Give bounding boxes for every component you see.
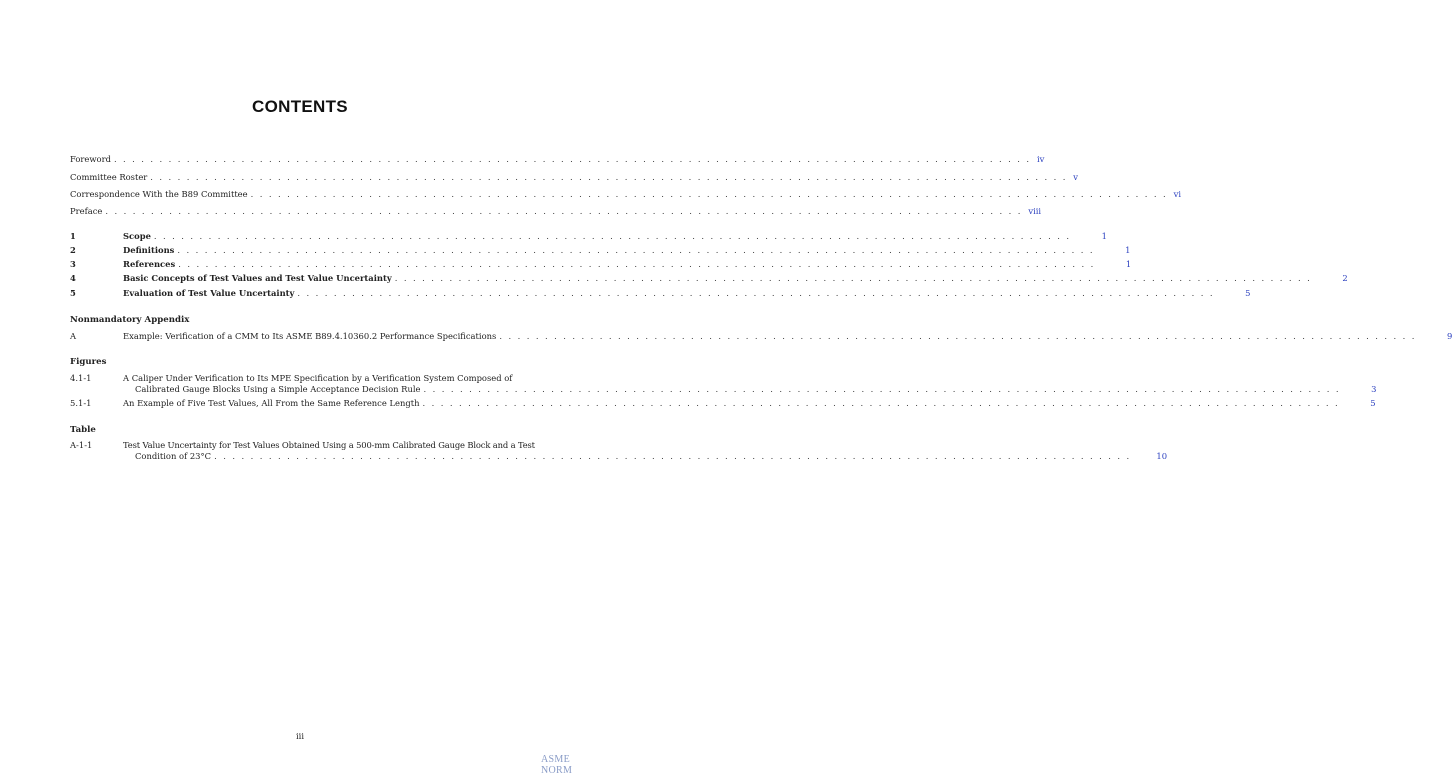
toc-page-link[interactable]: iv [1036,154,1045,164]
toc-entry-figure-4-1-1[interactable] [70,373,1377,395]
toc-entry-section-4[interactable] [70,273,1348,284]
leader-dots [114,154,1031,165]
toc-entry-section-2[interactable] [70,245,1131,256]
toc-page-link[interactable]: viii [1028,206,1042,216]
toc-entry-label[interactable]: An Example of Five Test Values, All From the Same Reference Length [123,398,420,408]
toc-entry-label[interactable]: Example: Verification of a CMM to Its ASME B89.4.10360.2 Performance Specifications [123,331,497,341]
toc-page-link[interactable]: vi [1173,189,1182,199]
toc-entry-figure-5-1-1[interactable] [70,398,1376,409]
section-number: 3 [70,259,76,269]
toc-entry-label[interactable]: Correspondence With the B89 Committee [70,189,248,199]
toc-entry-section-3[interactable] [70,259,1132,270]
page-title: CONTENTS [252,97,348,116]
leader-dots [154,231,1071,242]
toc-entry-section-5[interactable] [70,288,1251,299]
toc-entry-table-a-1-1[interactable] [70,440,1168,462]
toc-page-link[interactable]: 9 [1447,331,1452,341]
toc-entry-appendix-a[interactable] [70,331,1452,342]
toc-entry-preface[interactable] [70,206,1042,217]
tables-heading: Table [70,425,96,435]
watermark-logo: ASME NORM [541,754,573,776]
toc-page-link[interactable]: 10 [1156,451,1168,461]
toc-entry-label[interactable]: Scope [123,231,151,241]
toc-entry-label[interactable]: A Caliper Under Verification to Its MPE Specification by a Verification System Composed of [123,373,513,383]
leader-dots [178,259,1095,270]
toc-entry-label-continued[interactable]: Condition of 23°C [135,451,212,461]
toc-entry-foreword[interactable] [70,154,1045,165]
toc-page-link[interactable]: v [1073,172,1079,182]
toc-page-link[interactable]: 5 [1245,288,1251,298]
leader-dots [251,189,1168,200]
toc-entry-label[interactable]: Evaluation of Test Value Uncertainty [123,288,295,298]
figure-number: 4.1-1 [70,373,92,383]
section-number: 2 [70,245,76,255]
toc-entry-label-continued[interactable]: Calibrated Gauge Blocks Using a Simple Acceptance Decision Rule [135,384,421,394]
toc-entry-committee-roster[interactable] [70,172,1079,183]
leader-dots [214,451,1131,462]
toc-entry-label[interactable]: Committee Roster [70,172,148,182]
leader-dots [424,384,1341,395]
toc-entry-section-1[interactable] [70,231,1107,242]
toc-entry-label[interactable]: Foreword [70,154,111,164]
toc-page-link[interactable]: 1 [1125,245,1131,255]
page-number: iii [295,731,305,741]
toc-entry-label[interactable]: Preface [70,206,103,216]
toc-page-link[interactable]: 1 [1101,231,1107,241]
toc-page-link[interactable]: 2 [1342,273,1348,283]
toc-entry-label[interactable]: Test Value Uncertainty for Test Values Obtained Using a 500-mm Calibrated Gauge Block and a Test [123,440,535,450]
figures-heading: Figures [70,357,107,367]
toc-page-link[interactable]: 1 [1125,259,1132,269]
toc-entry-label[interactable]: Definitions [123,245,175,255]
section-number: 1 [70,231,76,241]
toc-entry-label[interactable]: References [123,259,176,269]
appendix-letter: A [70,331,77,341]
leader-dots [297,288,1214,299]
leader-dots [177,245,1094,256]
leader-dots [150,172,1067,183]
section-number: 4 [70,273,76,283]
leader-dots [105,206,1022,217]
leader-dots [423,398,1340,409]
toc-page-link[interactable]: 5 [1370,398,1376,408]
table-number: A-1-1 [70,440,93,450]
appendix-heading: Nonmandatory Appendix [70,315,190,325]
toc-page-link[interactable]: 3 [1371,384,1377,394]
leader-dots [395,273,1312,284]
leader-dots [499,331,1416,342]
section-number: 5 [70,288,76,298]
figure-number: 5.1-1 [70,398,92,408]
toc-entry-correspondence[interactable] [70,189,1182,200]
toc-entry-label[interactable]: Basic Concepts of Test Values and Test Value Uncertainty [123,273,392,283]
